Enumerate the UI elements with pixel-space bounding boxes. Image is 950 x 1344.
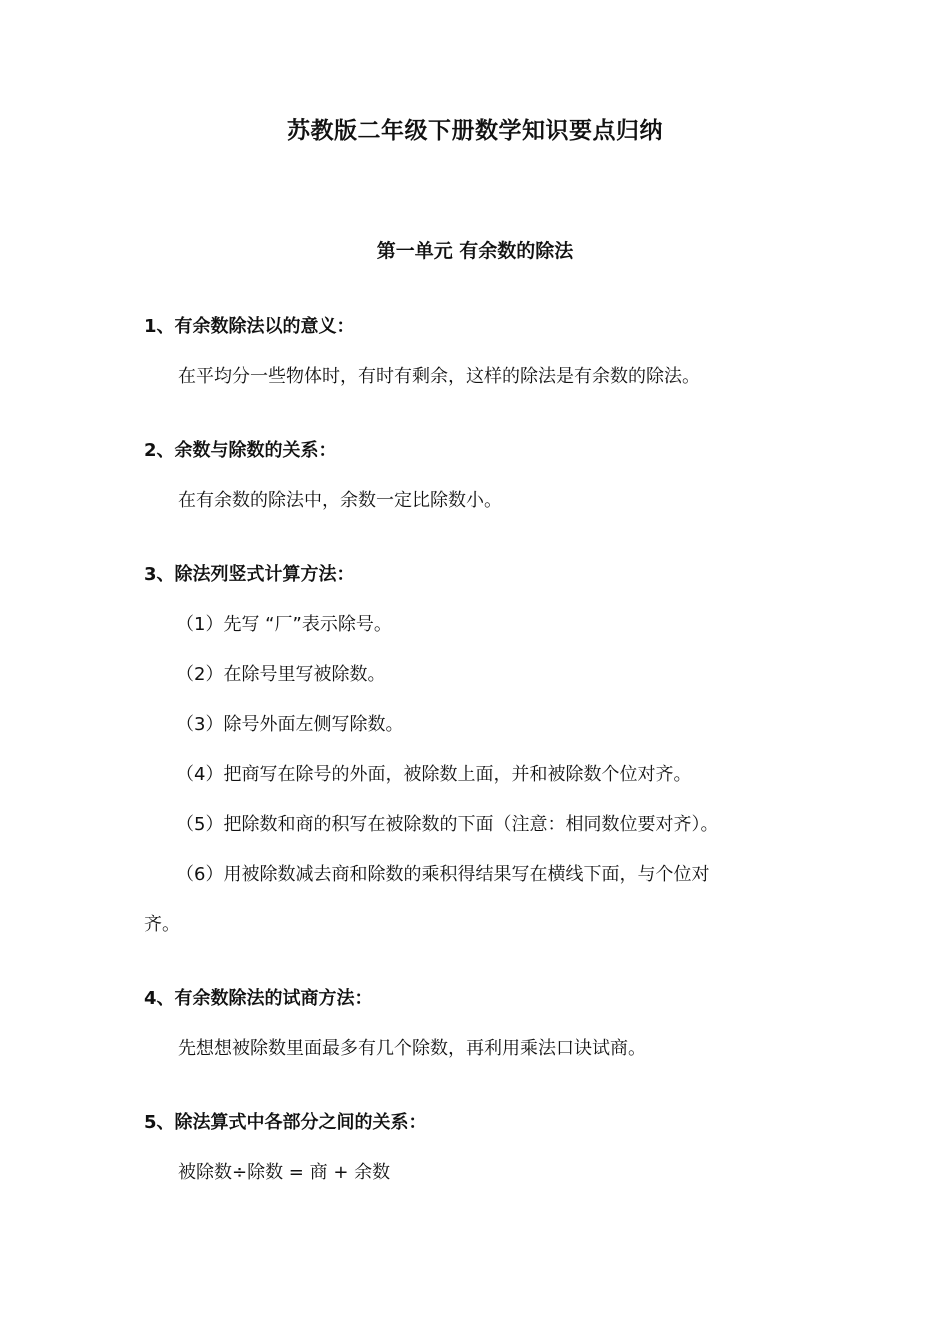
step-1: （1）先写 “厂”表示除号。 <box>176 614 392 635</box>
step-6: （6）用被除数减去商和除数的乘积得结果写在横线下面，与个位对 <box>176 864 710 885</box>
section-body-5: 被除数÷除数 = 商 + 余数 <box>178 1162 391 1183</box>
document-title: 苏教版二年级下册数学知识要点归纳 <box>287 118 663 144</box>
section-body-4: 先想想被除数里面最多有几个除数，再利用乘法口诀试商。 <box>178 1038 646 1059</box>
section-heading-1: 1、有余数除法以的意义： <box>144 316 355 337</box>
section-body-1: 在平均分一些物体时，有时有剩余，这样的除法是有余数的除法。 <box>178 366 700 387</box>
unit-title: 第一单元 有余数的除法 <box>376 240 574 262</box>
section-body-2: 在有余数的除法中，余数一定比除数小。 <box>178 490 502 511</box>
section-heading-4: 4、有余数除法的试商方法： <box>144 988 373 1009</box>
section-heading-3: 3、除法列竖式计算方法： <box>144 564 355 585</box>
step-5: （5）把除数和商的积写在被除数的下面（注意：相同数位要对齐）。 <box>176 814 719 835</box>
section-heading-5: 5、除法算式中各部分之间的关系： <box>144 1112 427 1133</box>
step-3: （3）除号外面左侧写除数。 <box>176 714 404 735</box>
step-6-continuation: 齐。 <box>144 914 180 935</box>
step-2: （2）在除号里写被除数。 <box>176 664 386 685</box>
step-4: （4）把商写在除号的外面，被除数上面，并和被除数个位对齐。 <box>176 764 692 785</box>
section-heading-2: 2、余数与除数的关系： <box>144 440 337 461</box>
